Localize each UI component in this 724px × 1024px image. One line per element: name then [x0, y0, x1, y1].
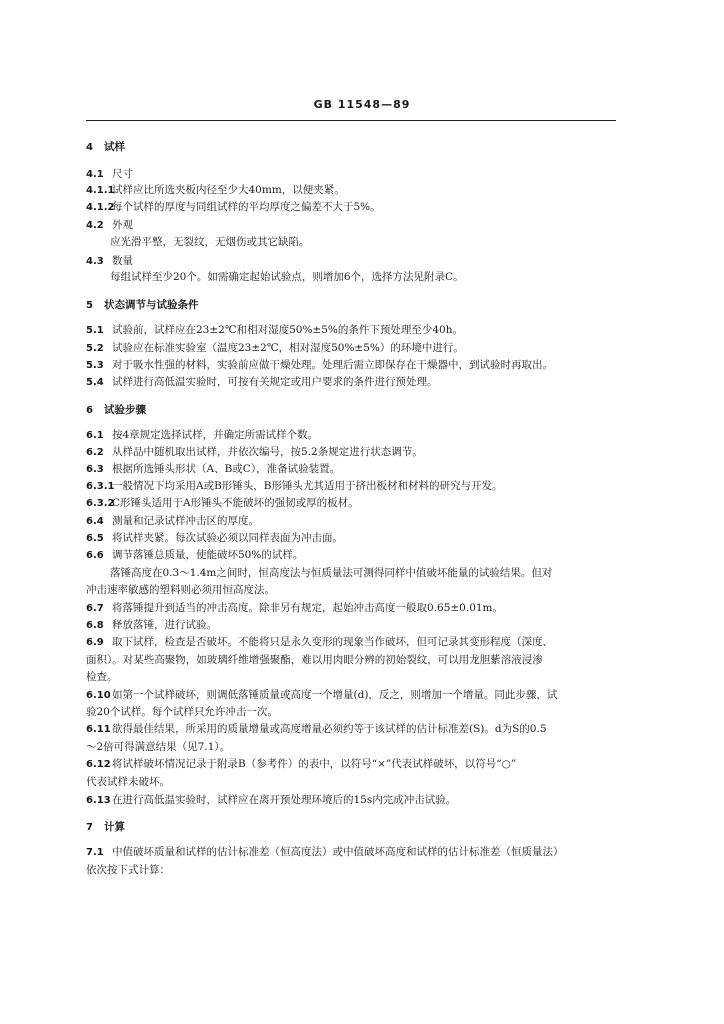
clause-number: 4 [86, 142, 93, 153]
clause-text: C形锤头适用于A形锤头不能破坏的强韧或厚的板材。 [112, 497, 359, 509]
clause-number: 6.12 [86, 759, 111, 770]
text-line [86, 497, 636, 510]
clause-number: 6.1 [86, 430, 104, 441]
text-line [110, 236, 660, 249]
clause-number: 7 [86, 822, 93, 833]
text-line [86, 741, 636, 754]
clause-text: 试样应比所选夹板内径至少大40mm，以便夹紧。 [112, 184, 345, 196]
clause-text: 试样进行高低温实验时，可按有关规定或用户要求的条件进行预处理。 [112, 376, 438, 388]
clause-text: 每个试样的厚度与同组试样的平均厚度之偏差不大于5%。 [112, 201, 381, 213]
standard-code-header: GB 11548—89 [313, 98, 411, 111]
clause-text: 数量 [112, 255, 133, 267]
clause-number: 6.13 [86, 795, 111, 806]
text-line [86, 602, 636, 615]
clause-text: 试验应在标准实验室（温度23±2℃，相对湿度50%±5%）的环境中进行。 [112, 342, 464, 354]
clause-number: 5 [86, 300, 93, 311]
text-line [86, 532, 636, 545]
clause-number: 6 [86, 405, 93, 416]
clause-text: 落锤高度在0.3～1.4m之间时，恒高度法与恒质量法可测得同样中值破坏能量的试验结果。但对 [110, 567, 553, 579]
clause-text: 依次按下式计算： [86, 864, 170, 876]
clause-text: 检查。 [86, 671, 118, 683]
clause-text: 对于吸水性强的材料，实验前应做干燥处理。处理后需立即保存在干燥器中，到试验时再取出。 [112, 359, 553, 371]
clause-text: ～2倍可得满意结果（见7.1）。 [86, 741, 231, 753]
clause-text: 欲得最佳结果，所采用的质量增量或高度增量必须约等于该试样的估计标准差(S)。d为S的0.5 [112, 723, 547, 735]
clause-number: 6.5 [86, 533, 104, 544]
text-line [86, 219, 636, 232]
clause-text: 如第一个试样破坏，则调低落锤质量或高度一个增量(d)，反之，则增加一个增量。同此步骤，试 [112, 689, 558, 701]
clause-text: 面积）。对某些高聚物，如玻璃纤维增强聚酯，难以用肉眼分辨的初始裂纹，可以用龙胆紫溶液浸渗 [86, 654, 543, 666]
text-line [86, 549, 636, 562]
clause-number: 5.1 [86, 325, 104, 336]
text-line [86, 758, 636, 771]
text-line [86, 619, 636, 632]
clause-number: 4.2 [86, 220, 104, 231]
section-heading [86, 299, 636, 312]
text-line [86, 463, 636, 476]
clause-text: 从样品中随机取出试样，并依次编号，按5.2条规定进行状态调节。 [112, 446, 423, 458]
clause-number: 7.1 [86, 847, 104, 858]
clause-number: 6.3.2 [86, 498, 115, 509]
clause-text: 取下试样，检查是否破坏。不能将只是永久变形的现象当作破坏，但可记录其变形程度（深度、 [112, 636, 553, 648]
text-line [86, 654, 636, 667]
text-line [110, 567, 660, 580]
clause-text: 代表试样未破坏。 [86, 776, 170, 788]
clause-text: 在进行高低温实验时，试样应在离开预处理环境后的15s内完成冲击试验。 [112, 794, 457, 806]
clause-text: 计算 [104, 821, 125, 833]
text-line [86, 201, 636, 214]
clause-number: 4.3 [86, 256, 104, 267]
header-rule [86, 120, 616, 121]
clause-number: 6.7 [86, 603, 104, 614]
section-heading [86, 141, 636, 154]
clause-number: 6.11 [86, 724, 111, 735]
clause-text: 测量和记录试样冲击区的厚度。 [112, 515, 259, 527]
clause-number: 4.1.2 [86, 202, 115, 213]
clause-text: 调节落锤总质量，使能破坏50%的试样。 [112, 549, 304, 561]
text-line [86, 723, 636, 736]
clause-text: 将落锤提升到适当的冲击高度。除非另有规定，起始冲击高度一般取0.65±0.01m。 [112, 602, 504, 614]
clause-number: 6.8 [86, 620, 104, 631]
text-line [86, 429, 636, 442]
text-line [86, 255, 636, 268]
clause-number: 6.9 [86, 637, 104, 648]
text-line [86, 168, 636, 181]
clause-text: 将试样夹紧。每次试验必须以同样表面为冲击面。 [112, 532, 343, 544]
text-line [110, 271, 660, 284]
section-heading [86, 404, 636, 417]
clause-text: 试验步骤 [104, 404, 146, 416]
text-line [86, 864, 636, 877]
clause-number: 5.4 [86, 377, 104, 388]
clause-text: 每组试样至少20个。如需确定起始试验点，则增加6个，选择方法见附录C。 [110, 271, 464, 283]
clause-text: 冲击速率敏感的塑料则必须用恒高度法。 [86, 584, 275, 596]
clause-text: 一般情况下均采用A或B形锤头，B形锤头尤其适用于挤出板材和材料的研究与开发。 [112, 480, 503, 492]
clause-number: 4.1.1 [86, 185, 115, 196]
clause-text: 状态调节与试验条件 [104, 299, 199, 311]
text-line [86, 446, 636, 459]
clause-text: 尺寸 [112, 168, 133, 180]
clause-number: 6.6 [86, 550, 104, 561]
clause-text: 按4章规定选择试样，并确定所需试样个数。 [112, 429, 319, 441]
clause-text: 应光滑平整，无裂纹，无烟伤或其它缺陷。 [110, 236, 310, 248]
clause-text: 根据所选锤头形状（A、B或C），准备试验装置。 [112, 463, 341, 475]
clause-text: 外观 [112, 219, 133, 231]
text-line [86, 342, 636, 355]
clause-text: 验20个试样。每个试样只允许冲击一次。 [86, 706, 278, 718]
clause-number: 6.2 [86, 447, 104, 458]
text-line [86, 480, 636, 493]
clause-text: 将试样破坏情况记录于附录B（参考件）的表中，以符号“×”代表试样破坏，以符号“○” [112, 758, 517, 770]
clause-number: 6.4 [86, 516, 104, 527]
text-line [86, 846, 636, 859]
text-line [86, 584, 636, 597]
text-line [86, 376, 636, 389]
section-heading [86, 821, 636, 834]
clause-text: 中值破坏质量和试样的估计标准差（恒高度法）或中值破坏高度和试样的估计标准差（恒质量法） [112, 846, 564, 858]
clause-number: 4.1 [86, 169, 104, 180]
text-line [86, 359, 636, 372]
text-line [86, 636, 636, 649]
clause-text: 释放落锤，进行试验。 [112, 619, 217, 631]
clause-number: 5.2 [86, 343, 104, 354]
text-line [86, 184, 636, 197]
clause-number: 6.3.1 [86, 481, 115, 492]
text-line [86, 776, 636, 789]
clause-text: 试验前，试样应在23±2℃和相对湿度50%±5%的条件下预处理至少40h。 [112, 324, 464, 336]
text-line [86, 706, 636, 719]
clause-number: 6.3 [86, 464, 104, 475]
text-line [86, 515, 636, 528]
clause-number: 5.3 [86, 360, 104, 371]
clause-number: 6.10 [86, 690, 111, 701]
text-line [86, 689, 636, 702]
text-line [86, 324, 636, 337]
text-line [86, 794, 636, 807]
text-line [86, 671, 636, 684]
clause-text: 试样 [104, 141, 125, 153]
